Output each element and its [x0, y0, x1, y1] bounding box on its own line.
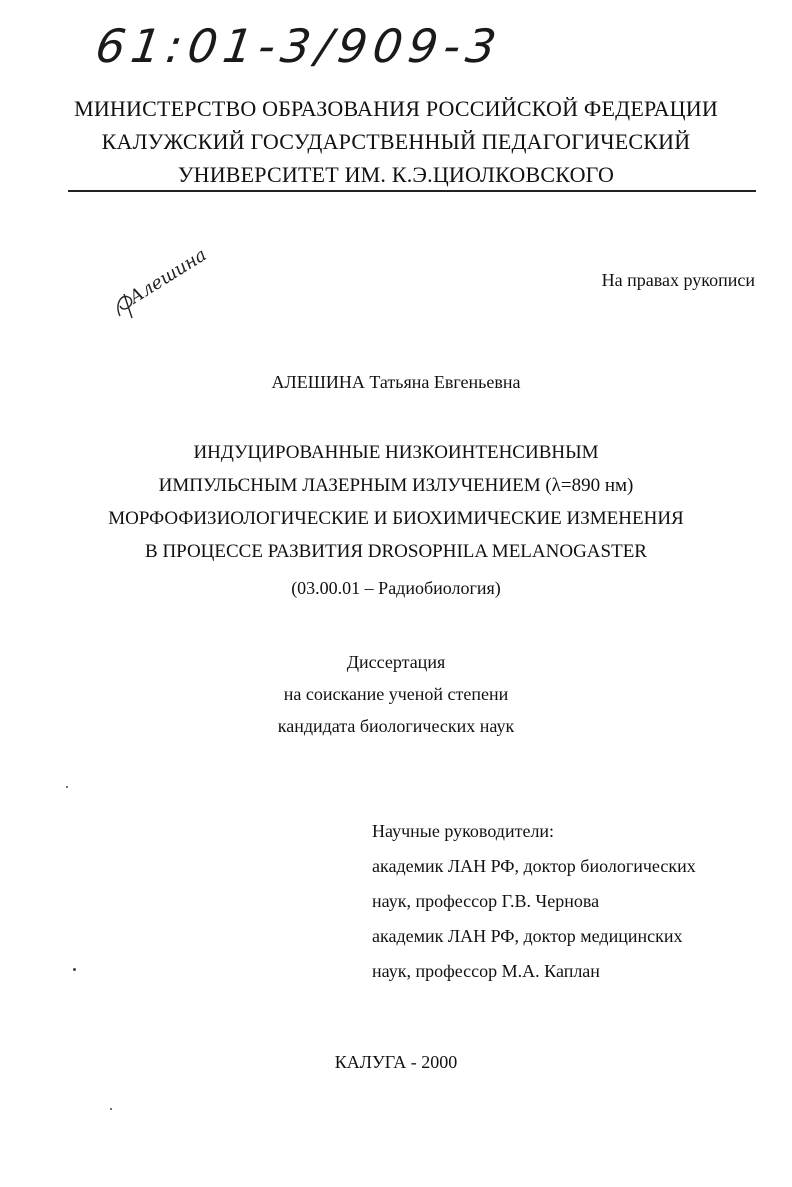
header-line: МИНИСТЕРСТВО ОБРАЗОВАНИЯ РОССИЙСКОЙ ФЕДЕРАЦИИ [74, 96, 718, 121]
advisors-line: академик ЛАН РФ, доктор медицинских [372, 926, 683, 946]
header-line: КАЛУЖСКИЙ ГОСУДАРСТВЕННЫЙ ПЕДАГОГИЧЕСКИЙ [101, 129, 691, 154]
title-line: ИНДУЦИРОВАННЫЕ НИЗКОИНТЕНСИВНЫМ [193, 442, 599, 463]
specialty-code: (03.00.01 – Радиобиология) [291, 578, 501, 598]
advisors-line: наук, профессор Г.В. Чернова [372, 891, 600, 911]
title-line: В ПРОЦЕССЕ РАЗВИТИЯ DROSOPHILA MELANOGASTER [145, 541, 647, 562]
header-divider [68, 190, 756, 192]
title-line: МОРФОФИЗИОЛОГИЧЕСКИЕ И БИОХИМИЧЕСКИЕ ИЗМЕНЕНИЯ [108, 508, 684, 529]
catalog-number-text: 61:01-3/909-3 [92, 19, 506, 73]
title-line: ИМПУЛЬСНЫМ ЛАЗЕРНЫМ ИЗЛУЧЕНИЕМ (λ=890 нм) [158, 475, 634, 496]
advisors-line: академик ЛАН РФ, доктор биологических [372, 856, 696, 876]
thesis-degree [0, 646, 792, 742]
author-signature [110, 246, 230, 326]
advisors-line: Научные руководители: [372, 821, 555, 841]
scan-speck [66, 786, 68, 788]
advisors-line: наук, профессор М.А. Каплан [372, 961, 600, 981]
dissertation-title [0, 436, 792, 568]
author-name: АЛЕШИНА Татьяна Евгеньевна [271, 372, 521, 392]
scan-speck [73, 968, 76, 971]
rights-note: На правах рукописи [601, 270, 755, 290]
scan-speck [110, 1108, 112, 1110]
city-year: КАЛУГА - 2000 [334, 1052, 458, 1072]
signature-text: Алешина [125, 244, 211, 309]
scientific-advisors [372, 814, 696, 989]
institution-header [0, 92, 792, 191]
thesis-line: на соискание ученой степени [283, 684, 509, 704]
thesis-line: кандидата биологических наук [277, 716, 515, 736]
handwritten-catalog-number [92, 4, 506, 80]
thesis-line: Диссертация [346, 652, 446, 672]
header-line: УНИВЕРСИТЕТ ИМ. К.Э.ЦИОЛКОВСКОГО [177, 162, 615, 187]
